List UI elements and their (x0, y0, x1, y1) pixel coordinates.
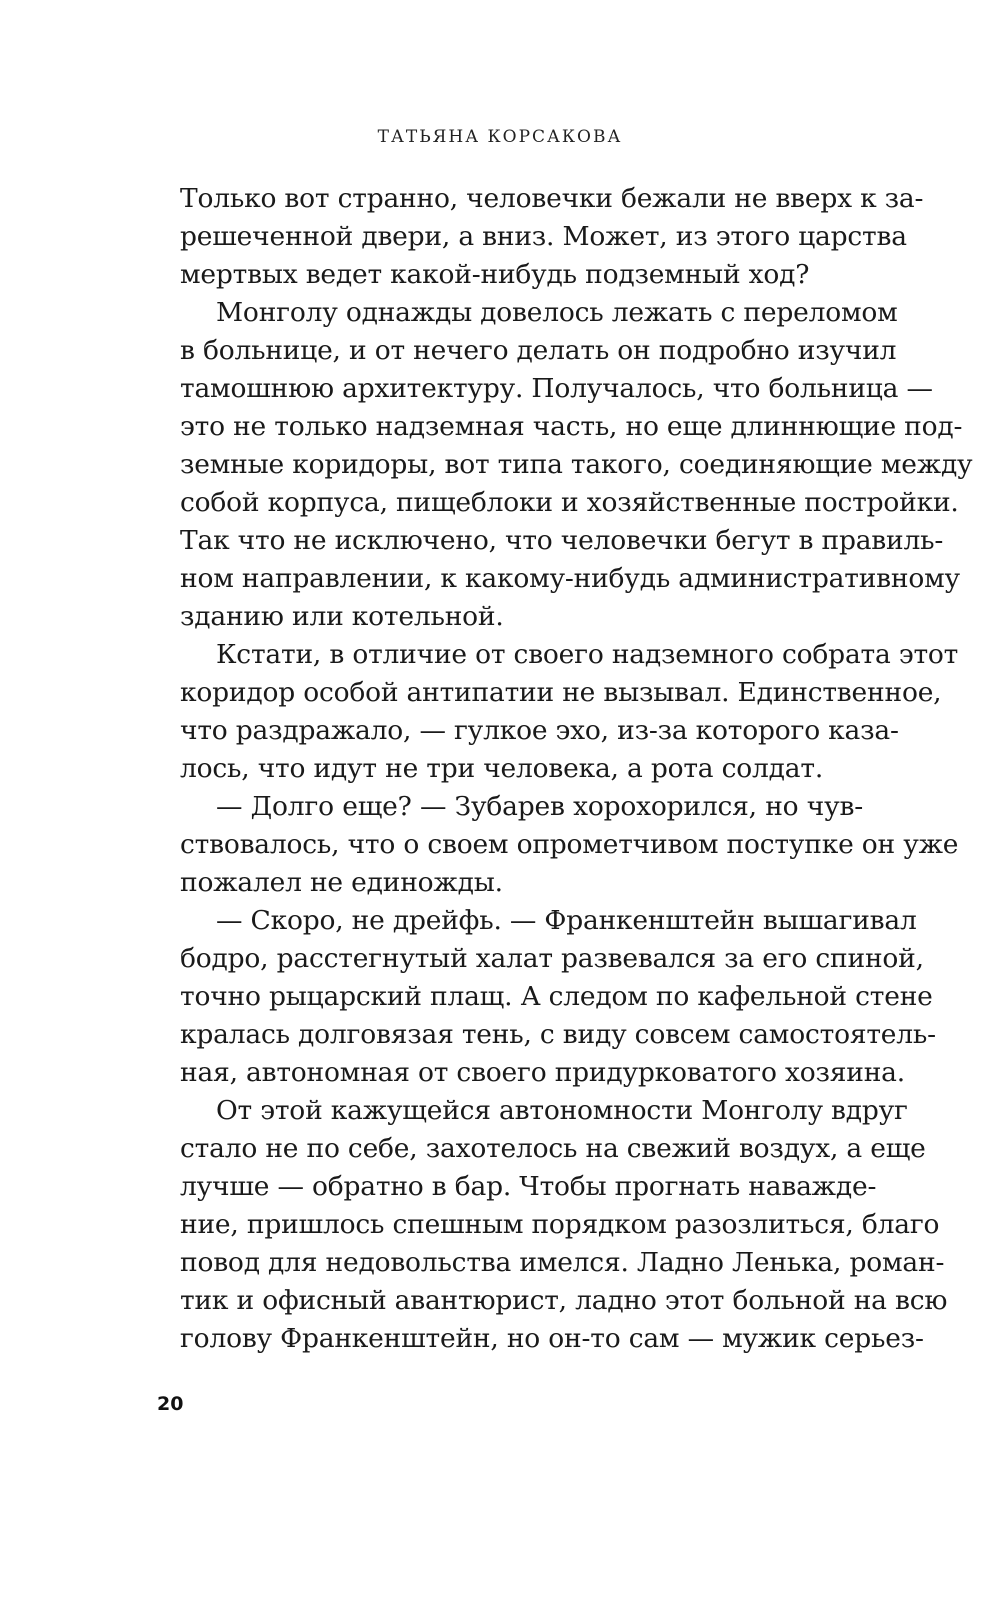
text-line: в больнице, и от нечего делать он подробно изучил (180, 335, 897, 366)
text-line: зданию или котельной. (180, 601, 504, 632)
text-line: ние, пришлось спешным порядком разозлиться, благо (180, 1209, 940, 1240)
text-line: голову Франкенштейн, но он-то сам — мужик серьез- (180, 1323, 924, 1354)
text-line: точно рыцарский плащ. А следом по кафельной стене (180, 981, 933, 1012)
text-line: это не только надземная часть, но еще длиннющие под- (180, 411, 963, 442)
text-line: лучше — обратно в бар. Чтобы прогнать наважде- (180, 1171, 877, 1202)
text-line: мертвых ведет какой-нибудь подземный ход? (180, 259, 810, 290)
text-line: ном направлении, к какому-нибудь административному (180, 563, 960, 594)
text-line: коридор особой антипатии не вызывал. Единственное, (180, 677, 942, 708)
text-line: лось, что идут не три человека, а рота солдат. (180, 753, 824, 784)
text-line: тамошнюю архитектуру. Получалось, что больница — (180, 373, 933, 404)
body-text (180, 180, 973, 1358)
text-line: повод для недовольства имелся. Ладно Ленька, роман- (180, 1247, 945, 1278)
text-line: Монголу однажды довелось лежать с переломом (216, 297, 898, 328)
text-line: Так что не исключено, что человечки бегут в правиль- (180, 525, 944, 556)
text-line: решеченной двери, а вниз. Может, из этого царства (180, 221, 907, 252)
text-line: — Долго еще? — Зубарев хорохорился, но чув- (216, 791, 863, 822)
text-line: От этой кажущейся автономности Монголу вдруг (216, 1095, 908, 1126)
text-line: ная, автономная от своего придурковатого хозяина. (180, 1057, 905, 1088)
text-line: что раздражало, — гулкое эхо, из-за которого каза- (180, 715, 899, 746)
running-head: ТАТЬЯНА КОРСАКОВА (377, 127, 623, 147)
text-line: ствовалось, что о своем опрометчивом поступке он уже (180, 829, 959, 860)
text-line: земные коридоры, вот типа такого, соединяющие между (180, 449, 973, 480)
text-line: кралась долговязая тень, с виду совсем самостоятель- (180, 1019, 936, 1050)
text-line: Только вот странно, человечки бежали не вверх к за- (180, 183, 924, 214)
text-line: стало не по себе, захотелось на свежий воздух, а еще (180, 1133, 926, 1164)
text-line: Кстати, в отличие от своего надземного собрата этот (216, 639, 959, 670)
page-number: 20 (157, 1393, 184, 1415)
text-line: тик и офисный авантюрист, ладно этот больной на всю (180, 1285, 948, 1316)
text-line: пожалел не единожды. (180, 867, 503, 898)
text-line: собой корпуса, пищеблоки и хозяйственные постройки. (180, 487, 959, 518)
text-line: бодро, расстегнутый халат развевался за его спиной, (180, 943, 924, 974)
text-line: — Скоро, не дрейфь. — Франкенштейн вышагивал (216, 905, 917, 936)
